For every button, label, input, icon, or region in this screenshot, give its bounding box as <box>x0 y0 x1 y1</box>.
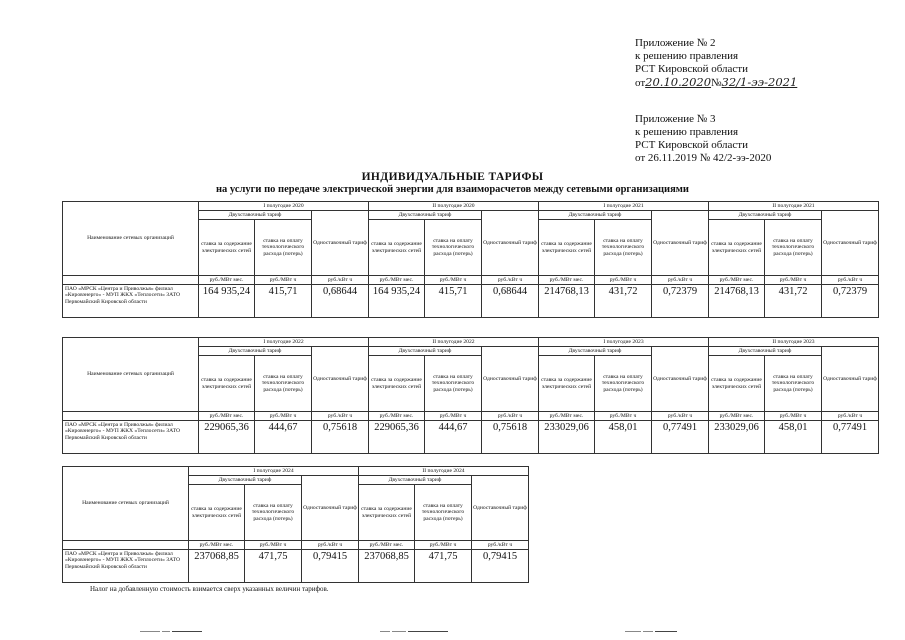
tariff-value: 229065,36 <box>199 421 255 454</box>
unit-loss: руб./МВт ч <box>245 541 302 550</box>
unit-loss: руб./МВт ч <box>595 412 652 421</box>
tariff-value: 0,72379 <box>652 285 709 318</box>
period-header: I полугодие 2021 <box>539 202 709 211</box>
appendix-3-title: Приложение № 3 <box>635 113 716 125</box>
appendix-2-decision: к решению правления <box>635 50 739 62</box>
one-part-tariff-header: Одноставочный тариф <box>482 347 539 412</box>
unit-maintenance: руб./МВт мес. <box>539 412 595 421</box>
two-part-tariff-header: Двухставочный тариф <box>359 476 472 485</box>
tariff-value: 0,68644 <box>482 285 539 318</box>
unit-one-part: руб./кВт ч <box>472 541 529 550</box>
tariff-value: 415,71 <box>255 285 312 318</box>
tariff-value: 0,79415 <box>472 550 529 583</box>
vat-footnote: Налог на добавленную стоимость взимается сверх указанных величин тарифов. <box>90 585 329 593</box>
scan-artifact <box>140 622 204 630</box>
one-part-tariff-header: Одноставочный тариф <box>482 211 539 276</box>
unit-one-part: руб./кВт ч <box>652 276 709 285</box>
scan-artifact <box>625 622 679 630</box>
unit-one-part: руб./кВт ч <box>822 276 879 285</box>
org-name: ПАО «МРСК «Центра и Приволжья» филиал «Кировэнерго» - МУП ЖКХ «Теплосети» ЗАТО Первомайский Кировской области <box>63 550 189 583</box>
period-header: I полугодие 2022 <box>199 338 369 347</box>
unit-one-part: руб./кВт ч <box>312 276 369 285</box>
document-title: ИНДИВИДУАЛЬНЫЕ ТАРИФЫ <box>361 171 544 183</box>
period-header: II полугодие 2024 <box>359 467 529 476</box>
one-part-tariff-header: Одноставочный тариф <box>472 476 529 541</box>
handwritten-date: 20.10.2020 <box>645 75 712 89</box>
unit-loss: руб./МВт ч <box>595 276 652 285</box>
one-part-tariff-header: Одноставочный тариф <box>652 347 709 412</box>
tariff-value: 164 935,24 <box>369 285 425 318</box>
loss-rate-header: ставка на оплату технологического расхода (потерь) <box>765 220 822 276</box>
unit-loss: руб./МВт ч <box>415 541 472 550</box>
appendix-3-date-line: от 26.11.2019 № 42/2-ээ-2020 <box>635 152 772 164</box>
unit-one-part: руб./кВт ч <box>482 412 539 421</box>
tariff-value: 164 935,24 <box>199 285 255 318</box>
tariff-table-2024 <box>62 466 529 583</box>
appendix-3-decision: к решению правления <box>635 126 739 138</box>
period-header: I полугодие 2024 <box>189 467 359 476</box>
unit-loss: руб./МВт ч <box>765 412 822 421</box>
one-part-tariff-header: Одноставочный тариф <box>312 211 369 276</box>
period-header: II полугодие 2020 <box>369 202 539 211</box>
org-name: ПАО «МРСК «Центра и Приволжья» филиал «Кировэнерго» - МУП ЖКХ «Теплосети» ЗАТО Первомайский Кировской области <box>63 421 199 454</box>
maintenance-rate-header: ставка за содержание электрических сетей <box>539 356 595 412</box>
tariff-value: 0,72379 <box>822 285 879 318</box>
maintenance-rate-header: ставка за содержание электрических сетей <box>199 220 255 276</box>
tariff-value: 233029,06 <box>709 421 765 454</box>
one-part-tariff-header: Одноставочный тариф <box>822 347 879 412</box>
empty-cell <box>63 412 199 421</box>
tariff-value: 415,71 <box>425 285 482 318</box>
one-part-tariff-header: Одноставочный тариф <box>822 211 879 276</box>
appendix-2-header <box>635 37 797 89</box>
maintenance-rate-header: ставка за содержание электрических сетей <box>189 485 245 541</box>
scan-artifact <box>380 622 450 630</box>
document-subtitle: на услуги по передаче электрической энергии для взаиморасчетов между сетевыми организациями <box>216 184 689 195</box>
maintenance-rate-header: ставка за содержание электрических сетей <box>709 220 765 276</box>
two-part-tariff-header: Двухставочный тариф <box>199 211 312 220</box>
handwritten-number: 32/1-ээ-2021 <box>721 75 798 89</box>
tariff-value: 0,79415 <box>302 550 359 583</box>
tariff-value: 431,72 <box>765 285 822 318</box>
org-name: ПАО «МРСК «Центра и Приволжья» филиал «Кировэнерго» - МУП ЖКХ «Теплосети» ЗАТО Первомайский Кировской области <box>63 285 199 318</box>
maintenance-rate-header: ставка за содержание электрических сетей <box>369 356 425 412</box>
period-header: I полугодие 2023 <box>539 338 709 347</box>
unit-one-part: руб./кВт ч <box>302 541 359 550</box>
tariff-table-2020-2021 <box>62 201 879 318</box>
tariff-value: 471,75 <box>245 550 302 583</box>
appendix-2-title: Приложение № 2 <box>635 37 716 49</box>
tariff-value: 229065,36 <box>369 421 425 454</box>
one-part-tariff-header: Одноставочный тариф <box>312 347 369 412</box>
tariff-value: 458,01 <box>595 421 652 454</box>
period-header: II полугодие 2021 <box>709 202 879 211</box>
unit-maintenance: руб./МВт мес. <box>369 412 425 421</box>
unit-maintenance: руб./МВт мес. <box>189 541 245 550</box>
tariff-value: 0,77491 <box>652 421 709 454</box>
empty-cell <box>63 276 199 285</box>
maintenance-rate-header: ставка за содержание электрических сетей <box>359 485 415 541</box>
loss-rate-header: ставка на оплату технологического расхода (потерь) <box>425 356 482 412</box>
tariff-value: 0,75618 <box>482 421 539 454</box>
two-part-tariff-header: Двухставочный тариф <box>709 347 822 356</box>
maintenance-rate-header: ставка за содержание электрических сетей <box>369 220 425 276</box>
org-name-header: Наименование сетевых организаций <box>63 338 199 412</box>
unit-loss: руб./МВт ч <box>425 412 482 421</box>
org-name-header: Наименование сетевых организаций <box>63 467 189 541</box>
unit-loss: руб./МВт ч <box>255 276 312 285</box>
one-part-tariff-header: Одноставочный тариф <box>652 211 709 276</box>
loss-rate-header: ставка на оплату технологического расхода (потерь) <box>765 356 822 412</box>
tariff-value: 233029,06 <box>539 421 595 454</box>
unit-maintenance: руб./МВт мес. <box>199 412 255 421</box>
unit-maintenance: руб./МВт мес. <box>359 541 415 550</box>
period-header: II полугодие 2023 <box>709 338 879 347</box>
appendix-3-header <box>635 113 771 165</box>
tariff-value: 237068,85 <box>189 550 245 583</box>
appendix-2-authority: РСТ Кировской области <box>635 63 748 75</box>
two-part-tariff-header: Двухставочный тариф <box>199 347 312 356</box>
maintenance-rate-header: ставка за содержание электрических сетей <box>539 220 595 276</box>
two-part-tariff-header: Двухставочный тариф <box>539 211 652 220</box>
two-part-tariff-header: Двухставочный тариф <box>369 211 482 220</box>
tariff-value: 214768,13 <box>709 285 765 318</box>
tariff-value: 431,72 <box>595 285 652 318</box>
tariff-value: 0,77491 <box>822 421 879 454</box>
appendix-2-date-line: от20.10.2020№32/1-ээ-2021 <box>635 75 798 89</box>
tariff-table-2022-2023 <box>62 337 879 454</box>
unit-maintenance: руб./МВт мес. <box>199 276 255 285</box>
period-header: II полугодие 2022 <box>369 338 539 347</box>
loss-rate-header: ставка на оплату технологического расхода (потерь) <box>255 356 312 412</box>
unit-loss: руб./МВт ч <box>765 276 822 285</box>
period-header: I полугодие 2020 <box>199 202 369 211</box>
loss-rate-header: ставка на оплату технологического расхода (потерь) <box>425 220 482 276</box>
unit-one-part: руб./кВт ч <box>312 412 369 421</box>
one-part-tariff-header: Одноставочный тариф <box>302 476 359 541</box>
loss-rate-header: ставка на оплату технологического расхода (потерь) <box>595 356 652 412</box>
unit-maintenance: руб./МВт мес. <box>709 412 765 421</box>
loss-rate-header: ставка на оплату технологического расхода (потерь) <box>415 485 472 541</box>
two-part-tariff-header: Двухставочный тариф <box>539 347 652 356</box>
tariff-value: 0,68644 <box>312 285 369 318</box>
unit-one-part: руб./кВт ч <box>652 412 709 421</box>
two-part-tariff-header: Двухставочный тариф <box>189 476 302 485</box>
two-part-tariff-header: Двухставочный тариф <box>709 211 822 220</box>
loss-rate-header: ставка на оплату технологического расхода (потерь) <box>245 485 302 541</box>
unit-maintenance: руб./МВт мес. <box>369 276 425 285</box>
appendix-3-authority: РСТ Кировской области <box>635 139 748 151</box>
unit-maintenance: руб./МВт мес. <box>539 276 595 285</box>
unit-one-part: руб./кВт ч <box>482 276 539 285</box>
tariff-value: 0,75618 <box>312 421 369 454</box>
tariff-value: 444,67 <box>255 421 312 454</box>
unit-loss: руб./МВт ч <box>255 412 312 421</box>
unit-one-part: руб./кВт ч <box>822 412 879 421</box>
maintenance-rate-header: ставка за содержание электрических сетей <box>709 356 765 412</box>
tariff-value: 214768,13 <box>539 285 595 318</box>
tariff-value: 444,67 <box>425 421 482 454</box>
tariff-value: 458,01 <box>765 421 822 454</box>
empty-cell <box>63 541 189 550</box>
maintenance-rate-header: ставка за содержание электрических сетей <box>199 356 255 412</box>
tariff-value: 471,75 <box>415 550 472 583</box>
loss-rate-header: ставка на оплату технологического расхода (потерь) <box>255 220 312 276</box>
unit-loss: руб./МВт ч <box>425 276 482 285</box>
unit-maintenance: руб./МВт мес. <box>709 276 765 285</box>
org-name-header: Наименование сетевых организаций <box>63 202 199 276</box>
tariff-value: 237068,85 <box>359 550 415 583</box>
two-part-tariff-header: Двухставочный тариф <box>369 347 482 356</box>
loss-rate-header: ставка на оплату технологического расхода (потерь) <box>595 220 652 276</box>
